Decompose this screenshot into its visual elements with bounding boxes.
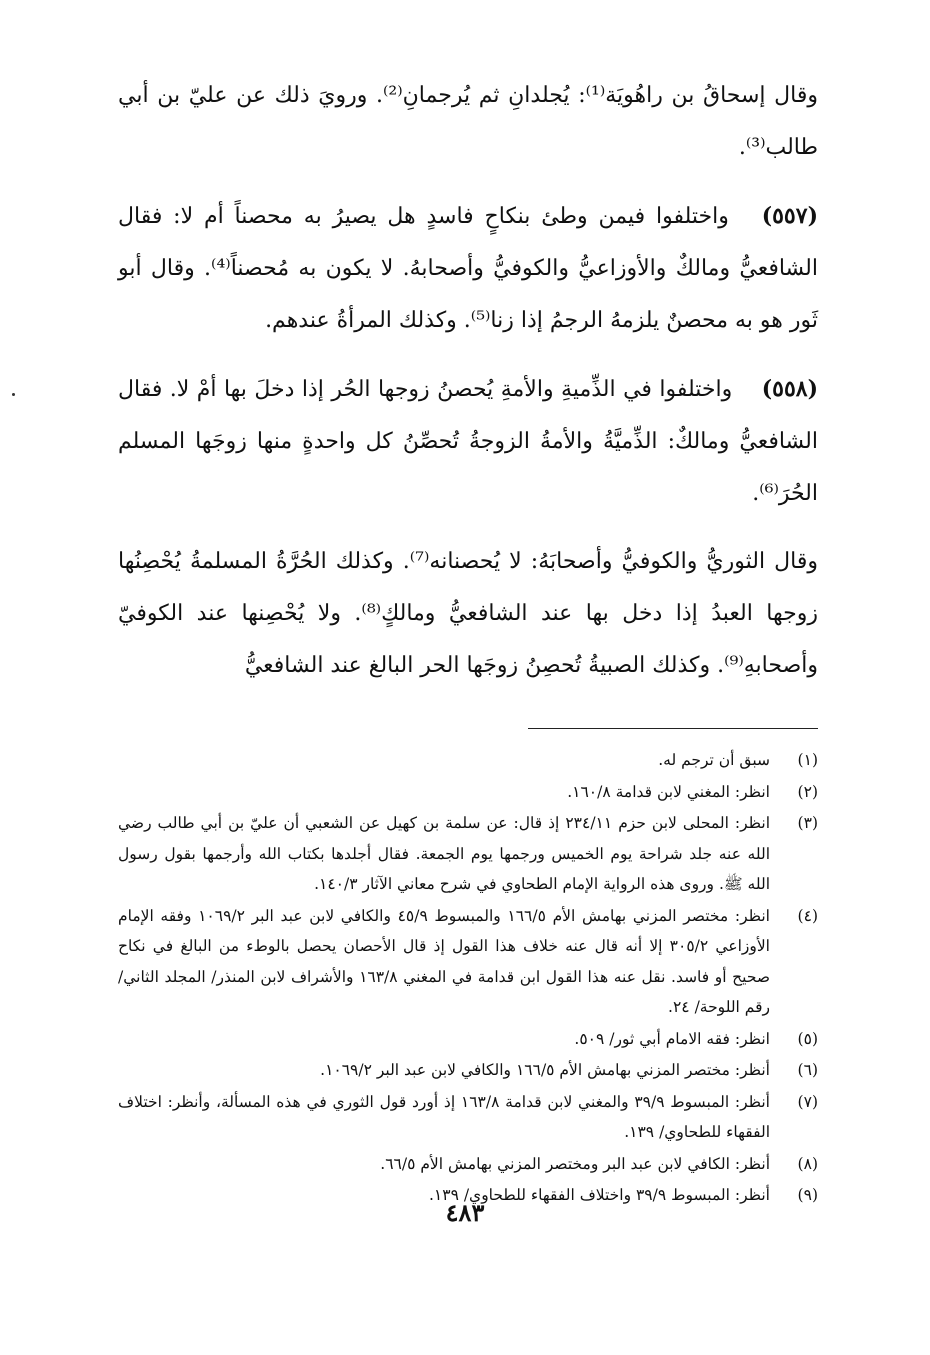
footnote-number: (٧) [797, 1092, 818, 1111]
footnote-text: انظر: فقه الامام أبي ثور/ ٥٠٩. [574, 1029, 770, 1048]
page-body [118, 70, 818, 1212]
issue-number: (٥٥٧) [761, 203, 818, 229]
footnote-text: انظر: مختصر المزني بهامش الأم ١٦٦/٥ والمبسوط ٤٥/٩ والكافي لابن عبد البر ١٠٦٩/٢ وفقه الإمام الأوزاعي ٣٠٥/٢ إلا أنه قال عنه خلاف هذا القول إذ قال الأحصان يحصل بالوطء من البالغ في نكاح صحيح أو فاسد. نقل عنه هذا القول ابن قدامة في المغني ١٦٣/٨ والأشراف لابن المنذر/ المجلد الثاني/ رقم اللوحة/ ٢٤. [118, 906, 770, 1016]
footnote-number: (٦) [797, 1061, 818, 1079]
footnote-text: انظر: المحلى لابن حزم ٢٣٤/١١ إذ قال: عن سلمة بن كهيل عن الشعبي أن عليّ بن أبي طالب رضي الله عنه جلد شراحة يوم الخميس ورجمها يوم الجمعة. فقال أجلدها بكتاب الله وأرجمها بقول رسول الله ﷺ. وروى هذه الرواية الإمام الطحاوي في شرح معاني الآثار ١٤٠/٣. [118, 814, 770, 893]
main-text [118, 70, 818, 692]
footnote-separator-wrap [118, 708, 818, 745]
footnote-number: (١) [797, 751, 818, 769]
footnote-text: أنظر: المبسوط ٣٩/٩ واختلاف الفقهاء للطحاوي/ ١٣٩. [428, 1186, 770, 1204]
footnote-text: أنظر: مختصر المزني بهامش الأم ١٦٦/٥ والكافي لابن عبد البر ١٠٦٩/٢. [320, 1061, 770, 1079]
footnote-number: (٨) [797, 1154, 818, 1173]
paragraph-text: واختلفوا في الذِّميةِ والأمةِ يُحصنُ زوجها الحُر إذا دخلَ بها أمْ لا. فقال الشافعيُّ ومالكٌ: الذِّميَّةُ والأمةُ الزوجةُ تُحصِّنُ كل واحدةٍ منها زوجَها المسلم الحُرَ⁽⁶⁾. [118, 377, 818, 506]
footnote [118, 1024, 818, 1055]
footnote-number: (٤) [797, 906, 818, 925]
footnote-text: أنظر: المبسوط ٣٩/٩ والمغني لابن قدامة ١٦٣/٨ إذ أورد قول الثوري في هذه المسألة، وأنظر: اختلاف الفقهاء للطحاوي/ ١٣٩. [118, 1092, 770, 1141]
paragraph-557 [118, 190, 818, 347]
footnote-number: (٣) [797, 814, 818, 832]
stray-mark [12, 393, 15, 396]
footnote [118, 1087, 818, 1148]
paragraph-text: وقال الثوريُّ والكوفيُّ وأصحابَهُ: لا يُحصنانه⁽⁷⁾. وكذلك الحُرَّةُ المسلمةُ يُحْصِنُها زوجها العبدُ إذا دخل بها عند الشافعيُّ ومالكٍ⁽⁸⁾. ولا يُحْصِنها عند الكوفيّ وأصحابهِ⁽⁹⁾. وكذلك الصبيةُ تُحصِنُ زوجَها الحر البالغ عند الشافعيُّ [118, 549, 819, 678]
footnote-separator [528, 728, 818, 729]
paragraph-1 [118, 70, 818, 174]
footnote [118, 745, 818, 776]
footnote [118, 808, 818, 900]
paragraph-text: واختلفوا فيمن وطئ بنكاحٍ فاسدٍ هل يصيرُ به محصناً أم لا: فقال الشافعيُّ ومالكٌ والأوزاعيُّ والكوفيُّ وأصحابهُ. لا يكون به مُحصناً⁽⁴⁾. وقال أبو ثَور هو به محصنٌ يلزمهُ الرجمُ إذا زنا⁽⁵⁾. وكذلك المرأةُ عندهم. [118, 204, 818, 333]
footnote-number: (٥) [797, 1029, 818, 1048]
footnote-text: سبق أن ترجم له. [658, 751, 770, 769]
footnote-text: أنظر: الكافي لابن عبد البر ومختصر المزني بهامش الأم ٦٦/٥. [380, 1154, 770, 1173]
issue-number: (٥٥٨) [761, 376, 818, 402]
footnote [118, 777, 818, 808]
footnote [118, 901, 818, 1023]
footnote [118, 1055, 818, 1086]
footnotes [118, 745, 818, 1211]
paragraph-558 [118, 363, 818, 520]
page-number: ٤٨٣ [445, 1198, 485, 1227]
footnote-number: (٢) [797, 782, 818, 801]
footnote-text: انظر: المغني لابن قدامة ١٦٠/٨. [567, 782, 770, 801]
paragraph-4 [118, 536, 818, 692]
footnote [118, 1149, 818, 1180]
paragraph-text: وقال إسحاقُ بن راهُويَة⁽¹⁾: يُجلدانِ ثم يُرجمانِ⁽²⁾. ورويَ ذلك عن عليّ بن أبي طالب⁽³⁾. [118, 83, 818, 160]
footnote-number: (٩) [797, 1186, 818, 1204]
